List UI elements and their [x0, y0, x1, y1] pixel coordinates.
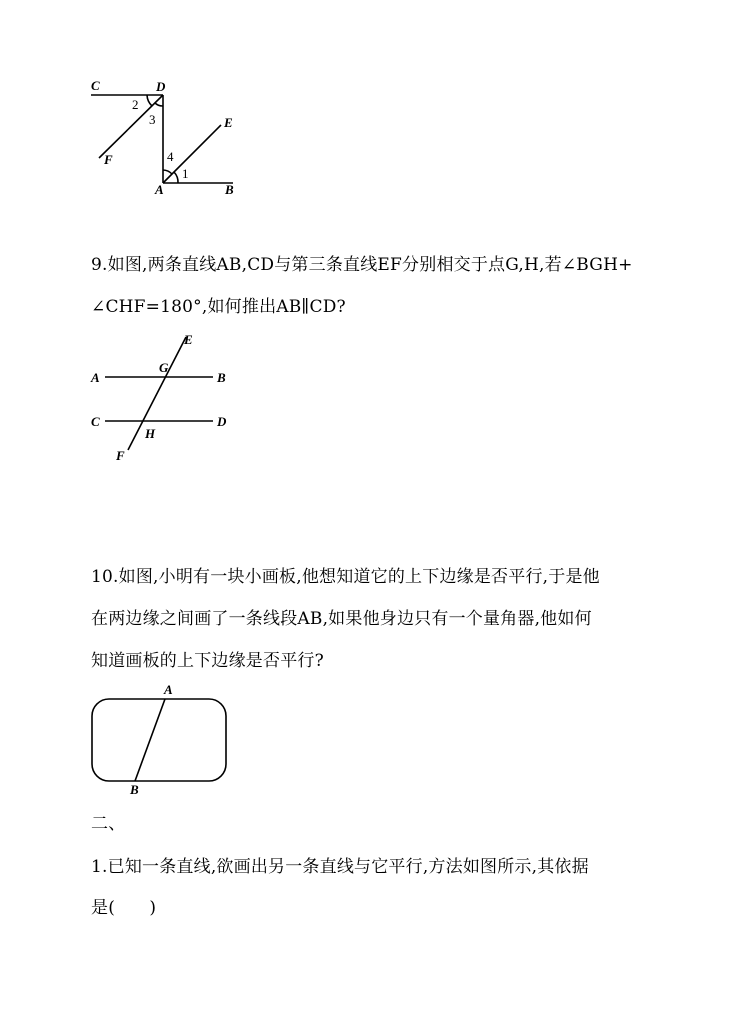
angle-arc-2: [147, 95, 152, 106]
label-c: C: [91, 414, 100, 429]
figure-angles-diagram: [85, 76, 255, 201]
figure-transversal-diagram: [85, 330, 245, 470]
angle-label-3: 3: [149, 112, 156, 127]
line-ef: [128, 337, 186, 450]
q10-text-line2: 在两边缘之间画了一条线段AB,如果他身边只有一个量角器,他如何: [91, 609, 592, 629]
label-g: G: [159, 360, 169, 375]
q1-text-line1: 1.已知一条直线,欲画出另一条直线与它平行,方法如图所示,其依据: [91, 857, 589, 877]
angle-arc-3: [155, 103, 163, 106]
q1-text-line2: 是( ): [91, 898, 157, 918]
figure-drawing-board: [85, 680, 235, 800]
label-b: B: [130, 782, 139, 797]
label-f: F: [116, 448, 125, 463]
section-heading: 二、: [91, 814, 126, 834]
label-e: E: [184, 332, 193, 347]
q10-text-line1: 10.如图,小明有一块小画板,他想知道它的上下边缘是否平行,于是他: [91, 567, 600, 587]
angle-label-2: 2: [132, 97, 139, 112]
label-f: F: [104, 152, 113, 167]
label-d: D: [156, 79, 166, 94]
label-d: D: [217, 414, 227, 429]
angle-arc-1: [174, 172, 178, 183]
label-a: A: [91, 370, 100, 385]
label-b: B: [217, 370, 226, 385]
angle-label-1: 1: [182, 166, 189, 181]
q10-text-line3: 知道画板的上下边缘是否平行?: [91, 651, 324, 671]
q9-text-line2: ∠CHF=180°,如何推出AB∥CD?: [91, 297, 346, 317]
label-a: A: [155, 182, 164, 197]
angle-label-4: 4: [167, 149, 174, 164]
segment-ab: [135, 699, 165, 781]
q9-text-line1: 9.如图,两条直线AB,CD与第三条直线EF分别相交于点G,H,若∠BGH+: [91, 255, 633, 275]
drawing-board-outline: [92, 699, 226, 781]
angle-arc-4: [163, 170, 172, 174]
label-b: B: [225, 182, 234, 197]
label-h: H: [145, 426, 156, 441]
label-e: E: [224, 115, 233, 130]
label-a: A: [164, 682, 173, 697]
label-c: C: [91, 78, 100, 93]
